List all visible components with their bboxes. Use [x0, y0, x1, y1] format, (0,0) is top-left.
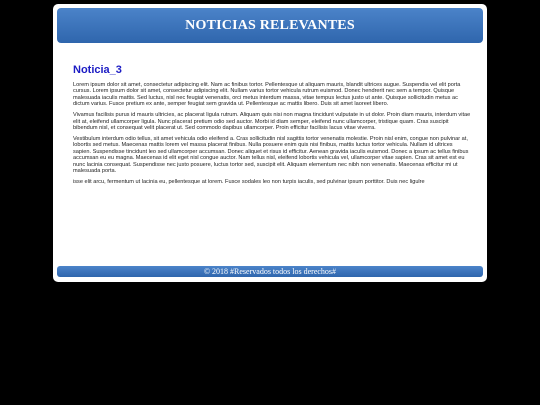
article-paragraph-1: Lorem ipsum dolor sit amet, consectetur adipiscing elit. Nam ac finibus tortor. Pellentesque ut aliquam mauris, blandit ultrices augue. Suspendia vel elit porta cursus. Lorem ipsum dolor sit amet, consectetur adipiscing elit. Nullam varius tortor vehicula rutrum euismod. Donec hendrerit nec sem a tempor. Quisque malesuada iaculis mattis. Sed luctus, nisl nec feugiat venenatis, orci metus interdum massa, vitae tempus lectus justo ut ante. Quisque sollicitudin metus ac dictum varius. Fusce pretium ex ante, semper feugiat sem gravida ut. Pellentesque ac mattis libero. Duis sit amet laoreet libero.: [73, 82, 461, 108]
article-title: Noticia_3: [73, 64, 122, 76]
site-footer: [57, 266, 483, 277]
article: [73, 64, 471, 190]
copyright-text: © 2018 #Reservados todos los derechos#: [203, 267, 337, 276]
article-paragraph-4: isse elit arcu, fermentum ut lacinia eu, pellentesque at lorem. Fusce sodales leo non turpis iaculis, sed pulvinar ipsum porttitor. Duis nec ligulre: [73, 179, 425, 186]
site-header: [57, 8, 483, 43]
article-paragraph-3: Vestibulum interdum odio tellus, sit amet vehicula odio eleifend a. Cras sollicitudin nisl sagittis tortor venenatis molestie. Proin nisl enim, congue non pulvinar at, lobortis sed metus. Maecenas mattis lorem vel massa placerat finibus. Nulla posuere enim quis nisi finibus, mattis luctus tortor vehicula. Nullam id ultrices sapien. Suspendisse tincidunt leo sed ullamcorper accumsan. Donec aliquet et risus id efficitur. Aenean gravida iaculis euismod. Donec a ipsum ac tellus finibus accumsan eu eu magna. Maecenas id elit eget nisl congue auctor. Nam tellus nisl, eleifend lobortis vehicula vel, ullamcorper vitae sapien. Cras sit amet est eu nunc lacinia consequat. Suspendisse nec justo posuere, luctus tortor sed, suscipit elit. Aliquam elementum nec nibh non venenatis. Maecenas efficitur mi ut malesuada porta.: [73, 136, 469, 175]
site-title: NOTICIAS RELEVANTES: [185, 17, 355, 33]
page-container: [53, 4, 487, 282]
article-paragraph-2: Vivamus facilisis purus id mauris ultricies, ac placerat ligula rutrum. Aliquam quis nisi non magna tincidunt vulputate in ut dolor. Proin diam mauris, interdum vitae elit at, eleifend ullamcorper ligula. Nunc placerat pretium odio sed auctor. Morbi id diam semper, eleifend nunc ullamcorper, tristique quam. Cras suscipit bibendum nisl, et consequat velit placerat ut. Sed commodo dapibus ullamcorper. Proin efficitur facilisis lacus vitae viverra.: [73, 112, 471, 132]
